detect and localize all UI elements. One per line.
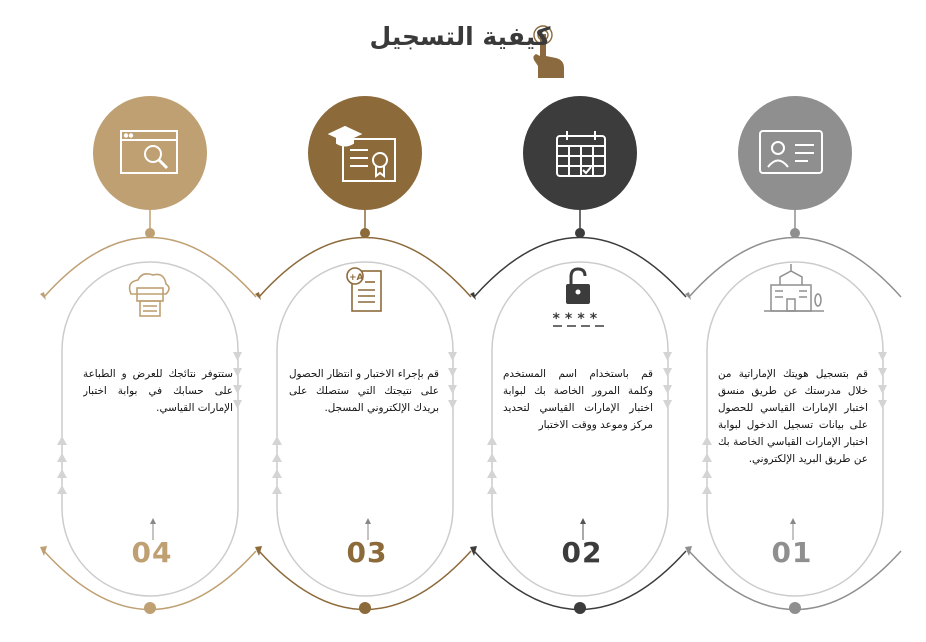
- step-3-top-circle: [308, 96, 422, 210]
- step-3-description: قم بإجراء الاختبار و انتظار الحصول على نتيجتك التي ستصلك على بريدك الإلكتروني المسجل.: [289, 368, 439, 414]
- step-3-number: 03: [346, 536, 388, 569]
- step-2-number: 02: [561, 536, 603, 569]
- cloud-printer-icon: [130, 274, 169, 316]
- school-building-icon: [764, 264, 824, 311]
- svg-text:****: ****: [552, 311, 602, 327]
- padlock-password-icon: [552, 269, 604, 327]
- page-title: كيفية التسجيل: [369, 21, 551, 51]
- step-1-number: 01: [771, 536, 813, 569]
- step-4-description: ستتوفر نتائجك للعرض و الطباعة على حسابك في بوابة اختبار الإمارات القياسي.: [83, 368, 233, 414]
- step-1-description: قم بتسجيل هويتك الإماراتية من خلال مدرستك عن طريق منسق اختبار الإمارات القياسي للحصول على بيانات تسجيل الدخول لبوابة اختبار الإمارات القياسي الخاصة بك عن طريق البريد الإلكتروني.: [718, 368, 868, 465]
- step-4-top-circle: [93, 96, 207, 210]
- step-4-number: 04: [131, 536, 173, 569]
- step-2-description: قم باستخدام اسم المستخدم وكلمة المرور الخاصة بك لبوابة اختبار الإمارات القياسي لتحديد مركز وموعد ووقت الاختبار: [503, 368, 653, 431]
- graded-test-paper-icon: [347, 268, 381, 311]
- svg-text:+A: +A: [349, 273, 364, 283]
